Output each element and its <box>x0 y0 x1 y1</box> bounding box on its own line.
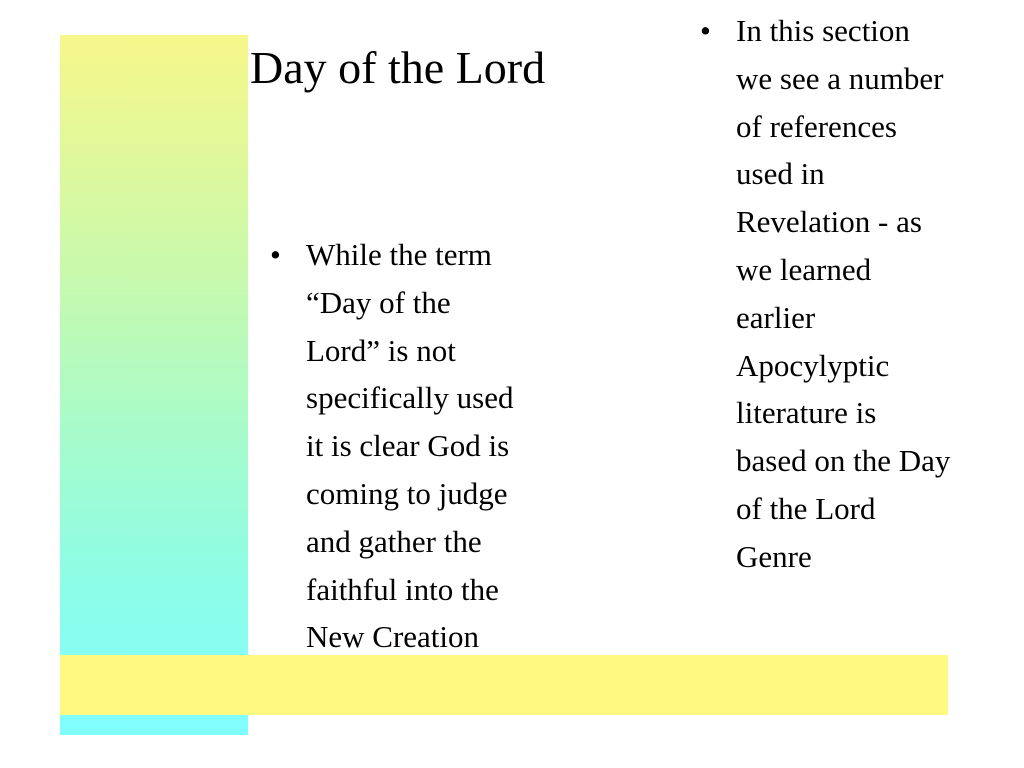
left-bullet-line: faithful into the <box>306 571 499 607</box>
right-bullet-line: we see a number <box>736 60 944 96</box>
left-bullet-line: and gather the <box>306 523 482 559</box>
left-bullet-item <box>268 231 580 661</box>
left-bullet-line: specifically used <box>306 380 514 416</box>
bottom-decorative-bar <box>60 655 948 715</box>
right-bullet-line: used in <box>736 156 825 192</box>
right-bullet-line: Revelation - as <box>736 204 922 240</box>
right-bullet-line: literature is <box>736 395 877 431</box>
bullet-dot-icon: • <box>700 13 711 48</box>
right-bullet-line: In this section <box>736 13 910 48</box>
right-bullet-line: Apocylyptic <box>736 347 890 383</box>
right-bullet-line: we learned <box>736 251 872 287</box>
left-bullet-list <box>268 231 580 661</box>
left-bullet-line: it is clear God is <box>306 428 510 464</box>
left-bullet-line: Lord” is not <box>306 332 456 368</box>
right-bullet-line: of references <box>736 108 897 144</box>
slide-title: Day of the Lord <box>250 42 546 93</box>
left-bullet-line: New Creation <box>306 619 480 655</box>
right-bullet-list <box>698 7 1016 581</box>
left-decorative-gradient-bar <box>60 35 248 735</box>
right-bullet-line: of the Lord <box>736 490 876 526</box>
left-bullet-line: While the term <box>306 237 492 272</box>
right-bullet-line: Genre <box>736 538 812 574</box>
right-bullet-line: earlier <box>736 299 816 335</box>
right-bullet-item <box>698 7 1016 581</box>
bullet-dot-icon: • <box>270 237 281 272</box>
left-bullet-line: “Day of the <box>306 284 451 320</box>
right-bullet-line: based on the Day <box>736 443 951 479</box>
left-bullet-line: coming to judge <box>306 475 508 511</box>
